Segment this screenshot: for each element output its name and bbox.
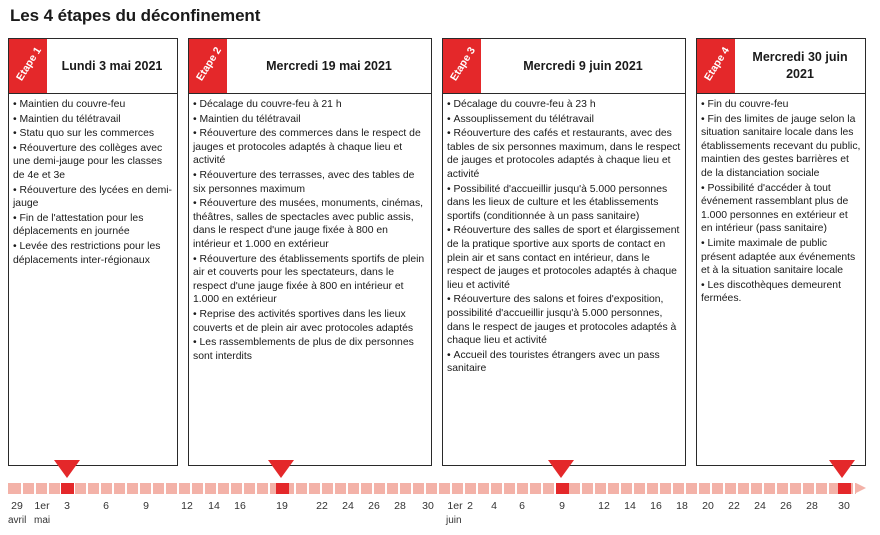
timeline-marker-stage-1 (61, 483, 74, 494)
timeline-date-label: 9 (143, 500, 149, 512)
timeline-date-label: 20 (702, 500, 714, 512)
timeline-tick (385, 483, 387, 494)
stage-items-3 (443, 94, 685, 376)
stage-item: • Les rassemblements de plus de dix personnes sont interdits (193, 336, 427, 363)
month-label-june: juin (446, 515, 462, 526)
stage-item: • Maintien du couvre-feu (13, 98, 173, 112)
timeline-date-label: 22 (728, 500, 740, 512)
timeline-date-label: 4 (491, 500, 497, 512)
timeline-tick (86, 483, 88, 494)
timeline-tick (320, 483, 322, 494)
stage-item: • Fin de l'attestation pour les déplacements en journée (13, 212, 173, 239)
timeline-tick (658, 483, 660, 494)
timeline-tick (606, 483, 608, 494)
timeline-tick (476, 483, 478, 494)
timeline-tick (827, 483, 829, 494)
timeline-tick (593, 483, 595, 494)
timeline-date-label: 16 (234, 500, 246, 512)
timeline-tick (489, 483, 491, 494)
timeline-date-label: 14 (208, 500, 220, 512)
pointer-stage-4 (829, 460, 855, 478)
stage-item: • Levée des restrictions pour les déplacements inter-régionaux (13, 240, 173, 267)
timeline-date-label: 9 (559, 500, 565, 512)
stage-badge-label-1: Etape 1 (14, 44, 44, 84)
timeline-date-label: 1er (34, 500, 50, 512)
stage-item: • Statu quo sur les commerces (13, 127, 173, 141)
timeline-tick (541, 483, 543, 494)
stage-card-1 (8, 38, 178, 466)
timeline-tick (242, 483, 244, 494)
timeline-marker-stage-2 (276, 483, 289, 494)
timeline-tick (814, 483, 816, 494)
timeline-tick (177, 483, 179, 494)
stage-item: • Reprise des activités sportives dans les lieux couverts et de plein air avec protocoles adaptés (193, 308, 427, 335)
timeline-tick (333, 483, 335, 494)
timeline-tick (359, 483, 361, 494)
timeline-tick (164, 483, 166, 494)
stage-header-3 (443, 39, 685, 94)
timeline-date-label: 16 (650, 500, 662, 512)
stage-items-1 (9, 94, 177, 267)
timeline-date-label: 30 (838, 500, 850, 512)
month-label-may: mai (34, 515, 51, 526)
stage-item: • Réouverture des commerces dans le respect de jauges et protocoles adaptés à chaque lieu et activité (193, 127, 427, 168)
timeline-tick (632, 483, 634, 494)
stage-item: • Réouverture des cafés et restaurants, avec des tables de six personnes maximum, dans le respect de jauges et protocoles adaptés à chaque lieu et activité (447, 127, 681, 181)
timeline-tick (99, 483, 101, 494)
timeline-tick (411, 483, 413, 494)
stage-badge-2 (189, 39, 227, 93)
timeline-tick (645, 483, 647, 494)
stage-item: • Fin du couvre-feu (701, 98, 861, 112)
stage-badge-3 (443, 39, 481, 93)
timeline-date-label: 19 (276, 500, 288, 512)
stage-badge-label-2: Etape 2 (194, 44, 224, 84)
timeline-date-label: 12 (181, 500, 193, 512)
timeline-tick (697, 483, 699, 494)
timeline-tick (723, 483, 725, 494)
timeline-date-label: 6 (519, 500, 525, 512)
timeline-date-label: 29 (11, 500, 23, 512)
timeline-date-label: 26 (780, 500, 792, 512)
timeline-date-label: 24 (754, 500, 766, 512)
timeline-date-label: 22 (316, 500, 328, 512)
timeline-tick (684, 483, 686, 494)
pointer-stage-1 (54, 460, 80, 478)
stage-item: • Réouverture des collèges avec une demi-jauge pour les classes de 4e et 3e (13, 142, 173, 183)
timeline-tick (749, 483, 751, 494)
timeline-tick (229, 483, 231, 494)
stage-date-4: Mercredi 30 juin 2021 (752, 50, 848, 81)
timeline-tick (203, 483, 205, 494)
timeline-date-label: 6 (103, 500, 109, 512)
stage-badge-label-3: Etape 3 (448, 44, 478, 84)
timeline-tick (307, 483, 309, 494)
timeline-date-label: 28 (394, 500, 406, 512)
stage-badge-1 (9, 39, 47, 93)
timeline-tick (775, 483, 777, 494)
timeline-tick (788, 483, 790, 494)
timeline-tick (190, 483, 192, 494)
stage-items-4 (697, 94, 865, 306)
timeline-tick (801, 483, 803, 494)
timeline-tick (463, 483, 465, 494)
timeline-tick (151, 483, 153, 494)
timeline-date-label: 18 (676, 500, 688, 512)
timeline-arrow-tip (856, 483, 866, 493)
timeline-tick (424, 483, 426, 494)
timeline-date-label: 24 (342, 500, 354, 512)
timeline-marker-stage-4 (838, 483, 851, 494)
stage-item: • Réouverture des salons et foires d'exposition, possibilité d'accueillir jusqu'à 5.000 personnes, dans le respect de jauges et protocoles adaptés à chaque lieu et activité (447, 293, 681, 347)
stage-item: • Maintien du télétravail (13, 113, 173, 127)
timeline-bar (8, 483, 856, 494)
stage-header-2 (189, 39, 431, 94)
timeline-tick (502, 483, 504, 494)
page-title: Les 4 étapes du déconfinement (10, 6, 261, 25)
timeline-tick (580, 483, 582, 494)
timeline-tick (34, 483, 36, 494)
stage-card-2 (188, 38, 432, 466)
stage-item: • Les discothèques demeurent fermées. (701, 279, 861, 306)
stage-item: • Possibilité d'accueillir jusqu'à 5.000 personnes dans les lieux de culture et les établissements sportifs (conditionnée à un pass sanitaire) (447, 183, 681, 224)
stage-item: • Réouverture des salles de sport et élargissement de la pratique sportive aux sports de contact en plein air et sans contact en intérieur, dans le respect de jauges et protocoles adaptés à chaque lieu et activité (447, 224, 681, 292)
timeline-tick (528, 483, 530, 494)
timeline-tick (853, 483, 855, 494)
timeline-marker-stage-3 (556, 483, 569, 494)
stage-date-1: Lundi 3 mai 2021 (61, 58, 163, 73)
timeline-tick (112, 483, 114, 494)
stage-badge-4 (697, 39, 735, 93)
timeline-tick (372, 483, 374, 494)
stage-item: • Décalage du couvre-feu à 21 h (193, 98, 427, 112)
stage-header-1 (9, 39, 177, 94)
stage-date-3: Mercredi 9 juin 2021 (523, 58, 643, 73)
timeline-date-label: 12 (598, 500, 610, 512)
timeline-tick (736, 483, 738, 494)
stage-item: • Réouverture des musées, monuments, cinémas, théâtres, salles de spectacles avec public assis, dans le respect d'une jauge fixée à 800 en intérieur et 1.000 en extérieur (193, 197, 427, 251)
stage-item: • Décalage du couvre-feu à 23 h (447, 98, 681, 112)
pointer-stage-2 (268, 460, 294, 478)
timeline-tick (47, 483, 49, 494)
stage-item: • Accueil des touristes étrangers avec un pass sanitaire (447, 349, 681, 376)
stage-badge-label-4: Etape 4 (702, 44, 732, 84)
timeline-tick (710, 483, 712, 494)
timeline-tick (294, 483, 296, 494)
stage-item: • Maintien du télétravail (193, 113, 427, 127)
timeline-tick (346, 483, 348, 494)
month-label-april: avril (8, 515, 27, 526)
timeline-tick (762, 483, 764, 494)
timeline-tick (437, 483, 439, 494)
stage-item: • Limite maximale de public présent adaptée aux événements et à la situation sanitaire locale (701, 237, 861, 278)
stage-item: • Fin des limites de jauge selon la situation sanitaire locale dans les établissements recevant du public, maintien des gestes barrières et de la distanciation sociale (701, 113, 861, 181)
timeline-tick (216, 483, 218, 494)
stage-item: • Réouverture des établissements sportifs de plein air et couverts pour les spectateurs, dans le respect d'une jauge fixée à 800 en intérieur et 1.000 en extérieur (193, 253, 427, 307)
timeline-tick (450, 483, 452, 494)
timeline-tick (619, 483, 621, 494)
stage-item: • Assouplissement du télétravail (447, 113, 681, 127)
timeline-date-label: 14 (624, 500, 636, 512)
timeline-date-label: 28 (806, 500, 818, 512)
stage-header-4 (697, 39, 865, 94)
timeline-tick (125, 483, 127, 494)
timeline-date-label: 30 (422, 500, 434, 512)
timeline-tick (398, 483, 400, 494)
stage-date-2: Mercredi 19 mai 2021 (266, 58, 392, 73)
stage-item: • Réouverture des terrasses, avec des tables de six personnes maximum (193, 169, 427, 196)
timeline-date-label: 3 (64, 500, 70, 512)
timeline-tick (671, 483, 673, 494)
timeline-date-label: 1er (447, 500, 463, 512)
timeline-tick (515, 483, 517, 494)
timeline-tick (21, 483, 23, 494)
timeline-date-label: 26 (368, 500, 380, 512)
timeline-tick (255, 483, 257, 494)
stage-card-4 (696, 38, 866, 466)
timeline-date-label: 2 (467, 500, 473, 512)
pointer-stage-3 (548, 460, 574, 478)
timeline-tick (138, 483, 140, 494)
stage-items-2 (189, 94, 431, 363)
timeline-tick (268, 483, 270, 494)
stage-item: • Réouverture des lycées en demi-jauge (13, 184, 173, 211)
stage-item: • Possibilité d'accéder à tout événement rassemblant plus de 1.000 personnes en extérieur et en intérieur (pass sanitaire) (701, 182, 861, 236)
stage-card-3 (442, 38, 686, 466)
